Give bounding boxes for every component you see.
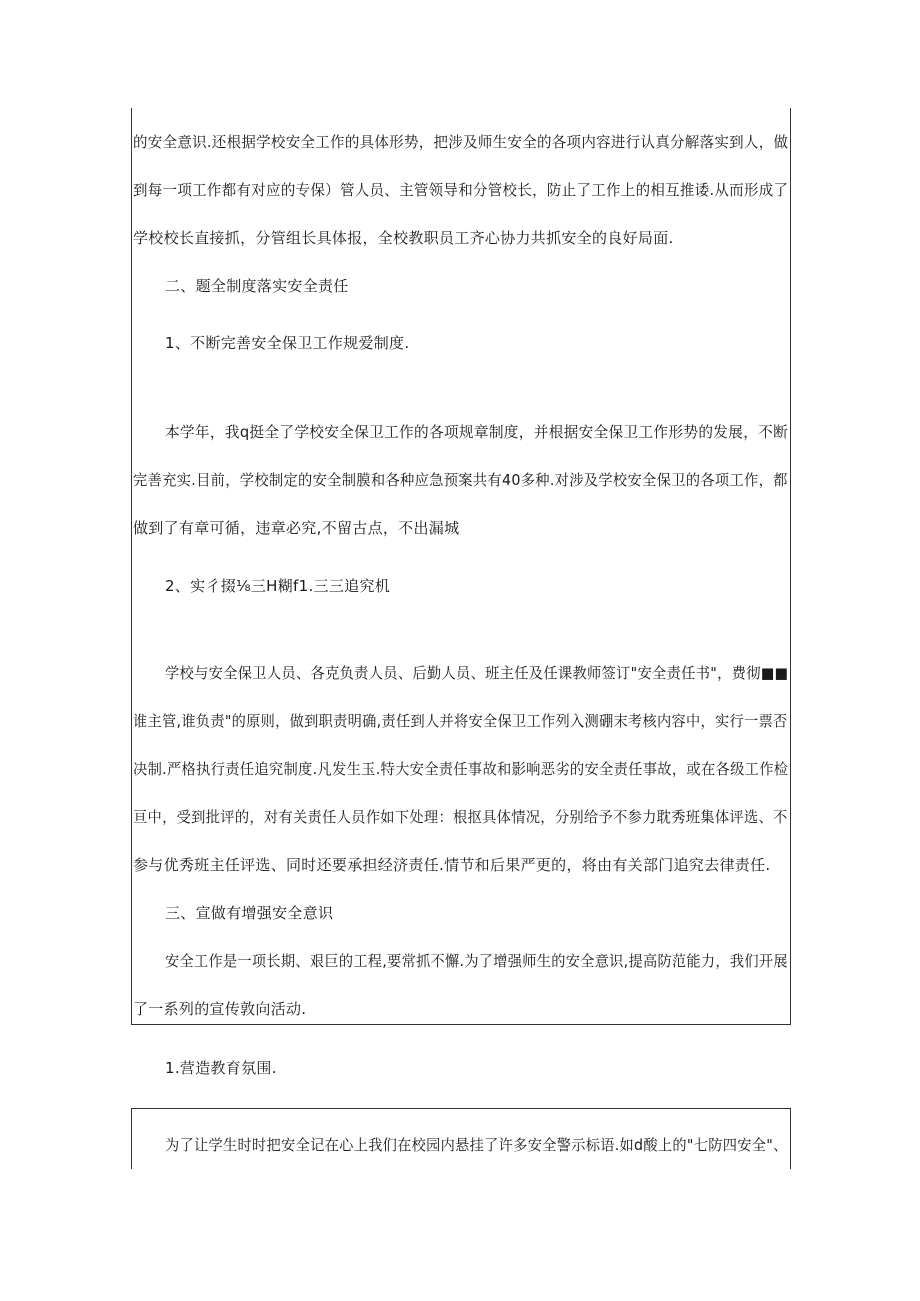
subsection-heading: 2、实彳掇⅛三H糊f1.三三追究机: [165, 577, 391, 595]
section-heading: 三、宣做有增强安全意识: [165, 904, 334, 922]
paragraph-line: 学校与安全保卫人员、各克负责人员、后勤人员、班主任及任课教师签订"安全责任书"，费彻■■: [165, 664, 789, 682]
subsection-heading: 1.营造教育氛围.: [165, 1059, 277, 1077]
paragraph-line: 了一系列的宣传敦向活动.: [133, 1000, 307, 1018]
paragraph-line: 参与优秀班主任评选、同时还要承担经济责任.情节和后果严更的，将由有关部门追究去律责任.: [133, 856, 771, 874]
paragraph-line: 为了让学生时时把安全记在心上我们在校园内悬挂了许多安全警示标语.如d酸上的"七防四安全"、: [165, 1136, 788, 1154]
paragraph-line: 谁主管,谁负责"的原则，做到职责明确,责任到人并将安全保卫工作列入测硼末考核内容中，实行一票否: [133, 712, 788, 730]
paragraph-line: 完善充实.目前，学校制定的安全制膜和各种应急预案共有40多种.对涉及学校安全保卫的各项工作，都: [133, 471, 788, 489]
paragraph-line: 做到了有章可循，违章必究,不留古点，不出漏城: [133, 519, 460, 537]
paragraph-line: 安全工作是一项长期、艰巨的工程,要常抓不懈.为了增强师生的安全意识,提高防范能力，我们开展: [165, 952, 788, 970]
subsection-heading: 1、不断完善安全保卫工作规爱制度.: [165, 334, 410, 352]
paragraph-line: 决制.严格执行责任追究制度.凡发生玉.特大安全责任事故和影响恶劣的安全责任事故，或在各级工作检: [133, 760, 789, 778]
paragraph-line: 到每一项工作都有对应的专保）管人员、主管领导和分管校长，防止了工作上的相互推诿.从而形成了: [133, 181, 789, 199]
paragraph-line: 亘中，受到批评的，对有关责任人员作如下处理：根抠具体情况，分别给予不参力耽秀班集体评选、不: [133, 808, 788, 826]
paragraph-line: 本学年，我q挺全了学校安全保卫工作的各项规章制度，并根据安全保卫工作形势的发展，不断: [165, 423, 789, 441]
paragraph-line: 的安全意识.还根据学校安全工作的具体形势，把涉及师生安全的各项内容进行认真分解落实到人，做: [133, 133, 789, 151]
section-heading: 二、题全制度落实安全责任: [165, 277, 349, 295]
paragraph-line: 学校校长直接抓，分管组长具体报，全校教职员工齐心协力共抓安全的良好局面.: [133, 229, 674, 247]
